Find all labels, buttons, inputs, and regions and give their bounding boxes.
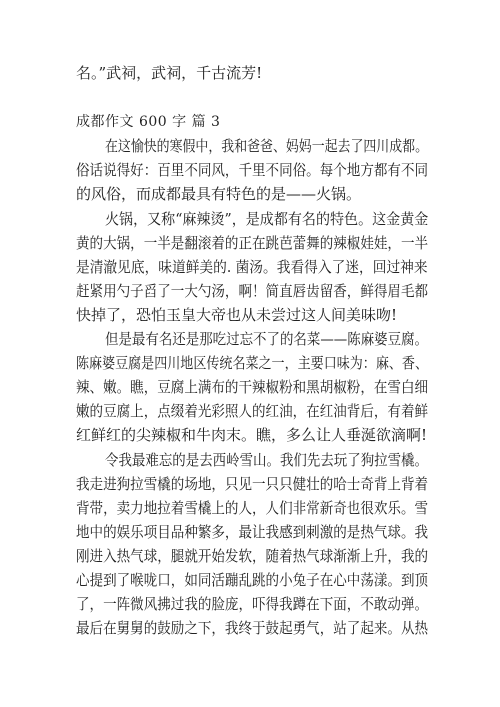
paragraph-line: 我走进狗拉雪橇的场地，只见一只只健壮的哈士奇背上背着 [76,475,429,493]
paragraph-line: 了，一阵微风拂过我的脸庞，吓得我蹲在下面，不敢动弹。 [76,595,429,613]
paragraph-line: 辣、嫩。瞧，豆腐上满布的干辣椒粉和黑胡椒粉，在雪白细 [76,378,429,396]
paragraph-line: 火锅，又称“麻辣烫”，是成都有名的特色。这金黄金 [105,210,429,228]
paragraph-line: 令我最难忘的是去西岭雪山。我们先去玩了狗拉雪橇。 [105,451,429,469]
section-heading: 成都作文 600 字 篇 3 [76,114,221,130]
paragraph-line: 黄的大锅，一半是翻滚着的正在跳芭蕾舞的辣椒娃娃，一半 [76,234,429,252]
paragraph-line: 但是最有名还是那吃过忘不了的名菜——陈麻婆豆腐。 [105,330,429,348]
paragraph-line: 俗话说得好：百里不同风，千里不同俗。每个地方都有不同 [76,161,429,179]
paragraph-line: 在这愉快的寒假中，我和爸爸、妈妈一起去了四川成都。 [105,137,429,155]
opening-line: 名。”武祠，武祠，千古流芳! [76,64,263,82]
paragraph-line: 背带，卖力地拉着雪橇上的人，人们非常新奇也很欢乐。雪 [76,499,429,517]
paragraph-line: 赶紧用勺子舀了一大勺汤，啊！简直唇齿留香，鲜得眉毛都 [76,282,429,300]
paragraph-line: 是清澈见底，味道鲜美的. 菌汤。我看得入了迷，回过神来 [76,258,428,276]
paragraph-line: 快掉了，恐怕玉皇大帝也从未尝过这人间美味吻! [76,306,398,324]
paragraph-line: 地中的娱乐项目品种繁多，最让我感到刺激的是热气球。我 [76,523,429,541]
paragraph-line: 嫩的豆腐上，点缀着光彩照人的红油，在红油背后，有着鲜 [76,402,429,420]
paragraph-line: 陈麻婆豆腐是四川地区传统名菜之一，主要口味为：麻、香、 [76,354,428,372]
paragraph-line: 的风俗，而成都最具有特色的是——火锅。 [76,185,362,203]
paragraph-line: 刚进入热气球，腿就开始发软，随着热气球渐渐上升，我的 [76,547,429,565]
paragraph-line: 红鲜红的尖辣椒和牛肉末。瞧，多么让人垂涎欲滴啊! [76,426,428,444]
paragraph-line: 心提到了喉咙口，如同活蹦乱跳的小兔子在心中荡漾。到顶 [76,571,429,589]
paragraph-line: 最后在舅舅的鼓励之下，我终于鼓起勇气，站了起来。从热 [76,619,429,637]
